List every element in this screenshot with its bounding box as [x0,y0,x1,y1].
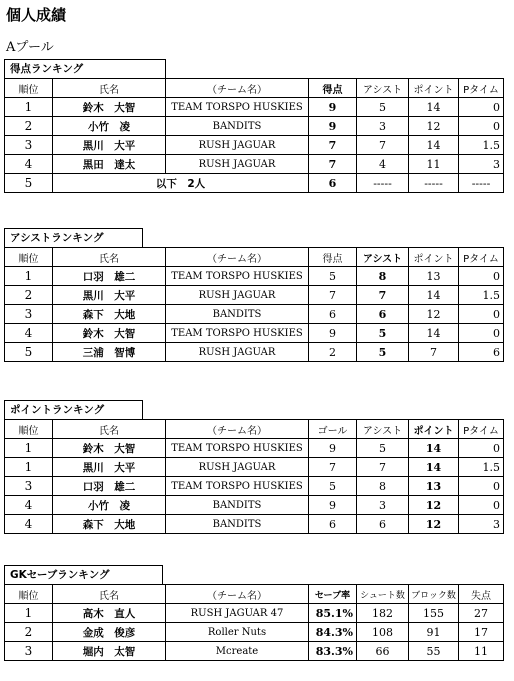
rank-cell: 3 [5,642,53,661]
table-row [5,458,504,477]
table-row [5,642,504,661]
rank-cell: 3 [5,136,53,155]
assists-cell: 7 [357,458,409,477]
gk-save-ranking-section [4,563,504,661]
rank-cell: 5 [5,343,53,362]
header-cell: （チーム名） [166,79,309,98]
name-cell: 小竹 凌 [53,496,166,515]
points-cell: 14 [409,458,459,477]
team-cell: RUSH JAGUAR 47 [166,604,309,623]
header-cell: セーブ率 [309,585,357,604]
header-cell: アシスト [357,248,409,267]
header-cell: （チーム名） [166,585,309,604]
rank-cell: 2 [5,117,53,136]
goals-cell: 7 [309,458,357,477]
others-cell: 以下 2人 [53,174,309,193]
shots-cell: 182 [357,604,409,623]
goals-cell: 9 [309,98,357,117]
point-ranking-section [4,398,504,534]
table-row [5,496,504,515]
assists-cell: 7 [357,136,409,155]
goals-against-cell: 17 [459,623,504,642]
team-cell: RUSH JAGUAR [166,458,309,477]
goals-cell: 7 [309,286,357,305]
ptime-cell: 0 [459,324,504,343]
assists-cell: 5 [357,98,409,117]
goals-against-cell: 27 [459,604,504,623]
header-cell: Pタイム [459,79,504,98]
rank-cell: 1 [5,458,53,477]
points-cell: 14 [409,136,459,155]
assists-cell: 3 [357,117,409,136]
ptime-cell: 0 [459,439,504,458]
rank-cell: 1 [5,604,53,623]
scoring-ranking-table [4,78,504,193]
name-cell: 森下 大地 [53,515,166,534]
name-cell: 三浦 智博 [53,343,166,362]
ptime-cell: 3 [459,155,504,174]
ptime-cell: 6 [459,343,504,362]
assists-cell: 3 [357,496,409,515]
header-cell: （チーム名） [166,248,309,267]
shots-cell: 108 [357,623,409,642]
header-cell: ポイント [409,79,459,98]
points-cell: 7 [409,343,459,362]
table-row [5,117,504,136]
name-cell: 森下 大地 [53,305,166,324]
assists-cell: 8 [357,267,409,286]
section-title: ポイントランキング [4,400,143,419]
header-cell: （チーム名） [166,420,309,439]
rank-cell: 3 [5,477,53,496]
header-row [5,585,504,604]
table-row [5,174,504,193]
team-cell: RUSH JAGUAR [166,155,309,174]
rank-cell: 1 [5,439,53,458]
rank-cell: 5 [5,174,53,193]
team-cell: TEAM TORSPO HUSKIES [166,324,309,343]
goals-cell: 9 [309,324,357,343]
name-cell: 小竹 凌 [53,117,166,136]
rank-cell: 1 [5,267,53,286]
header-cell: ポイント [409,420,459,439]
name-cell: 鈴木 大智 [53,439,166,458]
table-row [5,136,504,155]
assists-cell: 5 [357,343,409,362]
ptime-cell: 0 [459,98,504,117]
name-cell: 高木 直人 [53,604,166,623]
header-cell: 失点 [459,585,504,604]
dash-cell: ----- [459,174,504,193]
name-cell: 口羽 雄二 [53,477,166,496]
header-cell: 順位 [5,585,53,604]
header-row [5,420,504,439]
header-row [5,79,504,98]
goals-cell: 6 [309,515,357,534]
blocks-cell: 155 [409,604,459,623]
header-cell: ポイント [409,248,459,267]
rank-cell: 2 [5,623,53,642]
save-rate-cell: 85.1% [309,604,357,623]
scoring-ranking-section [4,57,504,193]
table-row [5,515,504,534]
name-cell: 金成 俊彦 [53,623,166,642]
rank-cell: 2 [5,286,53,305]
dash-cell: ----- [409,174,459,193]
points-cell: 14 [409,98,459,117]
table-row [5,286,504,305]
team-cell: BANDITS [166,515,309,534]
team-cell: BANDITS [166,117,309,136]
ptime-cell: 0 [459,477,504,496]
header-cell: 氏名 [53,248,166,267]
team-cell: BANDITS [166,496,309,515]
team-cell: TEAM TORSPO HUSKIES [166,98,309,117]
table-row [5,324,504,343]
goals-cell: 7 [309,155,357,174]
rank-cell: 4 [5,496,53,515]
goals-cell: 9 [309,496,357,515]
shots-cell: 66 [357,642,409,661]
team-cell: TEAM TORSPO HUSKIES [166,477,309,496]
goals-cell: 7 [309,136,357,155]
assist-ranking-table [4,247,504,362]
name-cell: 鈴木 大智 [53,324,166,343]
assist-ranking-section [4,226,504,362]
points-cell: 13 [409,477,459,496]
rank-cell: 1 [5,98,53,117]
assists-cell: 5 [357,439,409,458]
goals-cell: 5 [309,477,357,496]
ptime-cell: 0 [459,496,504,515]
page-title: 個人成績 [6,6,67,24]
table-row [5,98,504,117]
table-row [5,305,504,324]
ptime-cell: 1.5 [459,136,504,155]
assists-cell: 6 [357,515,409,534]
name-cell: 鈴木 大智 [53,98,166,117]
header-cell: 順位 [5,420,53,439]
points-cell: 11 [409,155,459,174]
table-row [5,155,504,174]
goals-cell: 9 [309,439,357,458]
name-cell: 黒川 大平 [53,458,166,477]
section-title: GKセーブランキング [4,565,163,584]
point-ranking-table [4,419,504,534]
section-title: 得点ランキング [4,59,166,78]
name-cell: 黒田 達太 [53,155,166,174]
ptime-cell: 0 [459,305,504,324]
section-title: アシストランキング [4,228,143,247]
points-cell: 13 [409,267,459,286]
assists-cell: 5 [357,324,409,343]
goals-cell: 6 [309,305,357,324]
header-cell: アシスト [357,79,409,98]
ptime-cell: 0 [459,267,504,286]
goals-cell: 6 [309,174,357,193]
rank-cell: 4 [5,515,53,534]
ptime-cell: 0 [459,117,504,136]
points-cell: 12 [409,117,459,136]
team-cell: TEAM TORSPO HUSKIES [166,267,309,286]
goals-cell: 9 [309,117,357,136]
table-row [5,623,504,642]
header-cell: Pタイム [459,420,504,439]
gk-save-ranking-table [4,584,504,661]
dash-cell: ----- [357,174,409,193]
header-cell: 氏名 [53,79,166,98]
team-cell: Mcreate [166,642,309,661]
table-row [5,267,504,286]
assists-cell: 4 [357,155,409,174]
points-cell: 14 [409,324,459,343]
assists-cell: 6 [357,305,409,324]
goals-against-cell: 11 [459,642,504,661]
header-row [5,248,504,267]
rank-cell: 4 [5,155,53,174]
header-cell: アシスト [357,420,409,439]
points-cell: 14 [409,286,459,305]
rank-cell: 3 [5,305,53,324]
header-cell: ブロック数 [409,585,459,604]
name-cell: 黒川 大平 [53,136,166,155]
points-cell: 14 [409,439,459,458]
assists-cell: 8 [357,477,409,496]
table-row [5,439,504,458]
table-row [5,604,504,623]
name-cell: 口羽 雄二 [53,267,166,286]
ptime-cell: 3 [459,515,504,534]
points-cell: 12 [409,305,459,324]
goals-cell: 2 [309,343,357,362]
team-cell: Roller Nuts [166,623,309,642]
blocks-cell: 91 [409,623,459,642]
points-cell: 12 [409,496,459,515]
pool-label: Aプール [6,40,54,55]
header-cell: シュート数 [357,585,409,604]
points-cell: 12 [409,515,459,534]
save-rate-cell: 83.3% [309,642,357,661]
name-cell: 黒川 大平 [53,286,166,305]
header-cell: 順位 [5,248,53,267]
header-cell: 順位 [5,79,53,98]
blocks-cell: 55 [409,642,459,661]
header-cell: 氏名 [53,420,166,439]
assists-cell: 7 [357,286,409,305]
header-cell: 氏名 [53,585,166,604]
ptime-cell: 1.5 [459,286,504,305]
header-cell: ゴール [309,420,357,439]
table-row [5,343,504,362]
goals-cell: 5 [309,267,357,286]
name-cell: 堀内 太智 [53,642,166,661]
save-rate-cell: 84.3% [309,623,357,642]
header-cell: Pタイム [459,248,504,267]
team-cell: TEAM TORSPO HUSKIES [166,439,309,458]
team-cell: RUSH JAGUAR [166,286,309,305]
header-cell: 得点 [309,79,357,98]
team-cell: RUSH JAGUAR [166,136,309,155]
header-cell: 得点 [309,248,357,267]
ptime-cell: 1.5 [459,458,504,477]
team-cell: RUSH JAGUAR [166,343,309,362]
rank-cell: 4 [5,324,53,343]
team-cell: BANDITS [166,305,309,324]
table-row [5,477,504,496]
